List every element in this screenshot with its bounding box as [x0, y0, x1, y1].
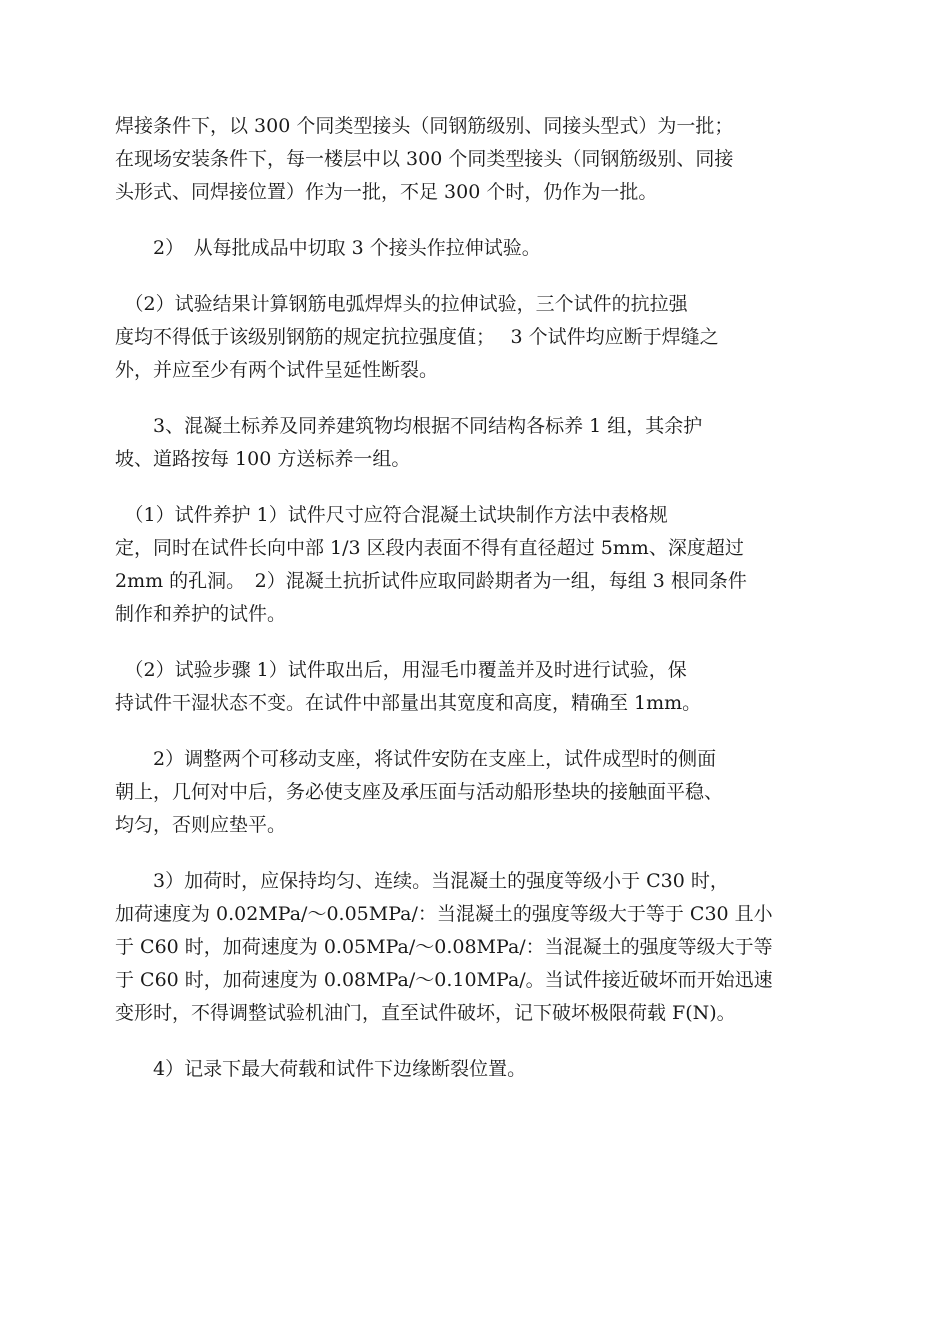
- text-line: 坡、道路按每 100 方送标养一组。: [115, 448, 411, 470]
- text-line: 2mm 的孔洞。 2）混凝土抗折试件应取同龄期者为一组，每组 3 根同条件: [115, 570, 747, 592]
- text-line: 在现场安装条件下，每一楼层中以 300 个同类型接头（同钢筋级别、同接: [115, 148, 734, 170]
- text-line: 朝上，几何对中后，务必使支座及承压面与活动船形垫块的接触面平稳、: [115, 781, 724, 803]
- text-line: 2）调整两个可移动支座，将试件安防在支座上，试件成型时的侧面: [115, 748, 717, 770]
- text-line: 于 C60 时，加荷速度为 0.08MPa/～0.10MPa/。当试件接近破坏而开始迅速: [115, 969, 773, 991]
- document-body: [115, 110, 835, 1109]
- text-line: 于 C60 时，加荷速度为 0.05MPa/～0.08MPa/：当混凝土的强度等级大于等: [115, 936, 773, 958]
- paragraph-test-steps: [115, 654, 835, 720]
- text-line: 头形式、同焊接位置）作为一批，不足 300 个时，仍作为一批。: [115, 181, 658, 203]
- paragraph-specimen-curing: [115, 499, 835, 631]
- paragraph-loading-rate: [115, 865, 835, 1030]
- text-line: 2） 从每批成品中切取 3 个接头作拉伸试验。: [115, 237, 541, 259]
- text-line: 度均不得低于该级别钢筋的规定抗拉强度值； 3 个试件均应断于焊缝之: [115, 326, 719, 348]
- text-line: 持试件干湿状态不变。在试件中部量出其宽度和高度，精确至 1mm。: [115, 692, 702, 714]
- paragraph-support-adjust: [115, 743, 835, 842]
- text-line: 4）记录下最大荷载和试件下边缘断裂位置。: [115, 1058, 527, 1080]
- paragraph-batch-rule: [115, 110, 835, 209]
- text-line: 3）加荷时，应保持均匀、连续。当混凝土的强度等级小于 C30 时，: [115, 870, 729, 892]
- text-line: 外，并应至少有两个试件呈延性断裂。: [115, 359, 439, 381]
- text-line: （2）试验步骤 1）试件取出后，用湿毛巾覆盖并及时进行试验，保: [115, 659, 687, 681]
- text-line: 3、混凝土标养及同养建筑物均根据不同结构各标养 1 组，其余护: [115, 415, 703, 437]
- text-line: 均匀，否则应垫平。: [115, 814, 287, 836]
- paragraph-record-load: [115, 1053, 835, 1086]
- text-line: 定，同时在试件长向中部 1/3 区段内表面不得有直径超过 5mm、深度超过: [115, 537, 744, 559]
- paragraph-tensile-result: [115, 288, 835, 387]
- text-line: （1）试件养护 1）试件尺寸应符合混凝土试块制作方法中表格规: [115, 504, 668, 526]
- paragraph-sampling: [115, 232, 835, 265]
- text-line: （2）试验结果计算钢筋电弧焊焊头的拉伸试验，三个试件的抗拉强: [115, 293, 688, 315]
- text-line: 变形时，不得调整试验机油门，直至试件破坏，记下破坏极限荷载 F(N)。: [115, 1002, 736, 1024]
- text-line: 制作和养护的试件。: [115, 603, 287, 625]
- text-line: 加荷速度为 0.02MPa/～0.05MPa/：当混凝土的强度等级大于等于 C30 且小: [115, 903, 773, 925]
- paragraph-concrete-curing: [115, 410, 835, 476]
- text-line: 焊接条件下，以 300 个同类型接头（同钢筋级别、同接头型式）为一批；: [115, 115, 734, 137]
